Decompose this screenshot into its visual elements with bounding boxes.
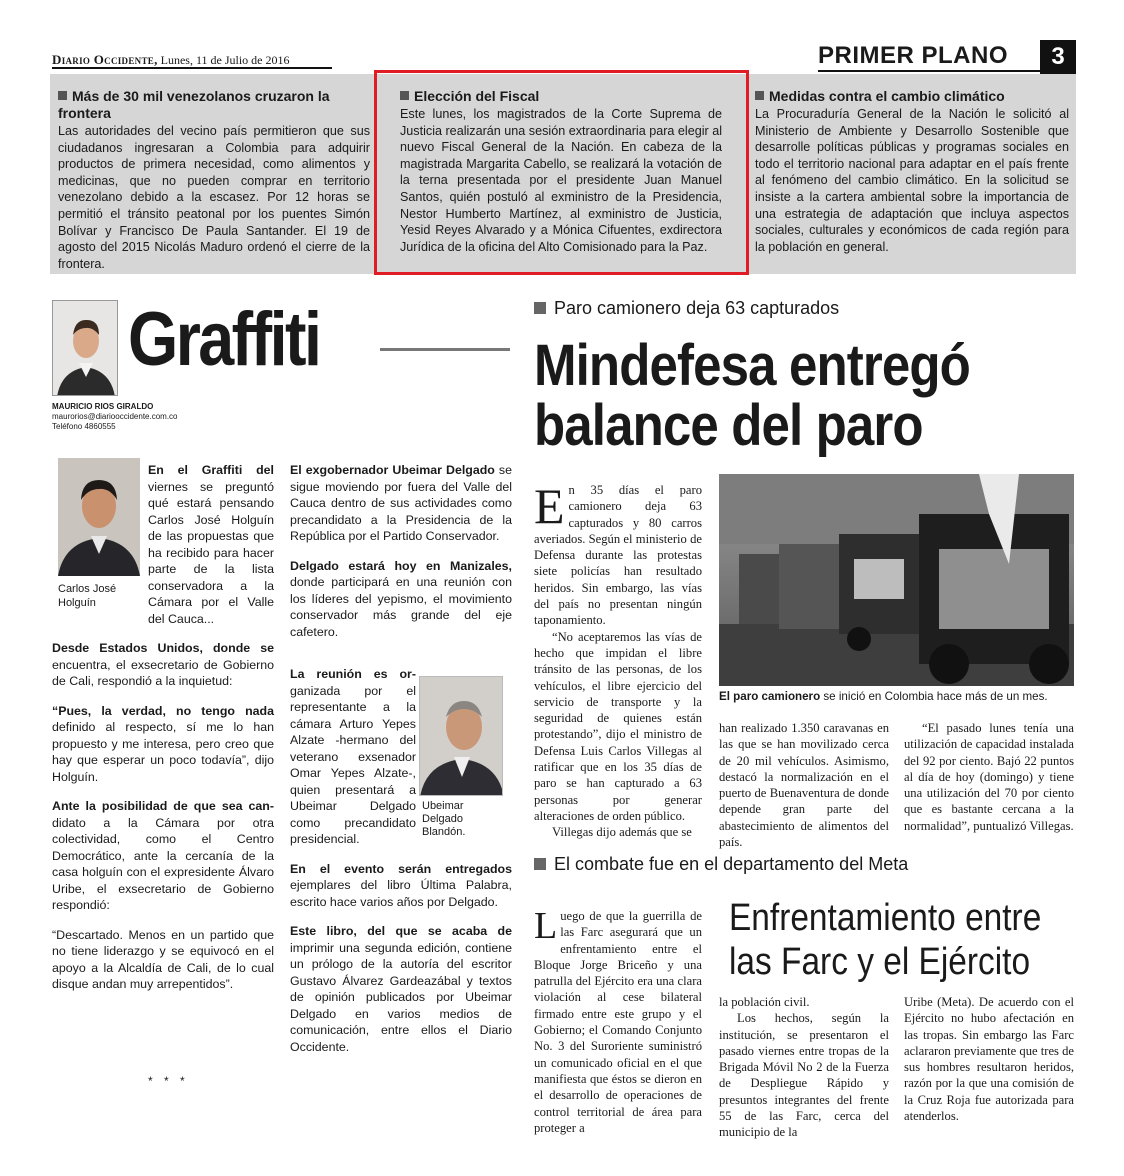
brief-text: Las autoridades del vecino país permitieron que sus ciudadanos ingresaran a Colombia para adquirir productos de primera necesidad, como alimentos y medicinas, que no pueden comprar en territorio venezolano debido a la escasez. Por 12 horas se permitió el tránsito peatonal por los puentes Simón Bolívar y Francisco De Paula Santander. El 19 de agosto del 2015 Nicolás Maduro ordenó el cierre de la frontera.: [58, 124, 370, 271]
holguin-photo: [58, 458, 140, 576]
paragraph: “Pues, la verdad, no tengo nada definido al respecto, sí me lo han propuesto y me interesa, pero creo que hay que esperar un poco todavía”, dijo Holguín.: [52, 703, 274, 784]
paragraph: Desde Estados Unidos, donde se encuentra, el exsecretario de Gobierno de Cali, respondió a la inquietud:: [52, 641, 274, 688]
story2-column-2: [719, 994, 889, 1141]
paragraph: Uribe (Meta). De acuerdo con el Ejército no hubo afectación en las tropas. Sin embargo las Farc aclararon previamente que tres de sus hombres resultaron heridos, razón por la que una comisión de la Cruz Roja fue autorizada para atenderlos.: [904, 995, 1074, 1124]
paragraph: “No aceptaremos las vías de hecho que impidan el libre tránsito de las personas, de los vehículos, el libre ejercicio del servicio de transporte y la seguridad de quienes están protestando”, dijo el ministro de Defensa Luis Carlos Villegas al ratificar que en los 35 días de paro se han capturado a 63 personas por generar alteraciones de orden público.: [534, 629, 702, 823]
author-name: MAURICIO RIOS GIRALDO: [52, 402, 154, 411]
author-email: maurorios@diariooccidente.com.co: [52, 412, 178, 421]
paragraph: “El pasado lunes tenía una utilización de capacidad instalada del 92 por ciento. Bajó 22 puntos al día de hoy (domingo) y tiene una utilización del 70 por ciento que es bastante cercana a la normalidad”, puntualizó Villegas.: [904, 721, 1074, 833]
section-title: PRIMER PLANO: [818, 42, 1009, 69]
delgado-photo: [419, 676, 503, 796]
paragraph: El exgobernador Ubeimar Delgado se sigue moviendo por fuera del Valle del Cauca dentro de sus actividades como precandidato a la Presidencia de la República por el Partido Conservador.: [290, 463, 512, 543]
story1-column-2: [719, 720, 889, 850]
brief-text: La Procuraduría General de la Nación le solicitó al Ministerio de Ambiente y Desarrollo Sostenible que desarrolle políticas públicas y programas sociales en todo el territorio nacional para adaptar en el país frente al fenómeno del cambio climático. En la solicitud se insiste a la cartera ambiental sobre la importancia de una estrategia de adaptación que incluya aspectos sociales, culturales y económicos de cada región para la población en general.: [755, 107, 1069, 254]
drop-cap: E: [534, 478, 565, 534]
paragraph: la población civil.: [719, 995, 810, 1009]
paragraph: Este libro, del que se acaba de imprimir una segunda edición, contiene un prólogo de la autoría del escritor Gustavo Álvarez Gardeazábal y textos de opinión publicados por Ubeimar Delgado en varios medios de comunicación, entre ellos el Diario Occidente.: [290, 924, 512, 1054]
paragraph: En el Graffiti del viernes se preguntó qué estará pensando Carlos José Holguín de las propuestas que ha recibido para hacer parte de la lista conservadora a la Cámara por el Valle del Cauca...: [148, 463, 274, 626]
columnist-photo: [52, 300, 118, 396]
author-phone: Teléfono 4860555: [52, 422, 116, 431]
paragraph: La reunión es or-ganizada por el representante a la cámara Arturo Yepes Alzate -hermano del veterano exsenador Omar Yepes Alzate-, quien presentará a Ubeimar Delgado como precandidato presidencial.: [290, 667, 416, 846]
section-divider: [818, 70, 1076, 72]
brief-venezolanos: [58, 88, 370, 272]
square-bullet-icon: [58, 91, 67, 100]
truck-photo: [719, 474, 1074, 686]
paragraph: Delgado estará hoy en Manizales, donde participará en una reunión con los líderes del yepismo, el movimiento conservador más grande del eje cafetero.: [290, 558, 512, 639]
story1-kicker: Paro camionero deja 63 capturados: [534, 298, 839, 319]
brief-title: Elección del Fiscal: [400, 88, 722, 105]
newspaper-name: Diario Occidente,: [52, 52, 158, 67]
story2-kicker: El combate fue en el departamento del Meta: [534, 854, 908, 875]
author-block: [52, 402, 178, 432]
holguin-caption: Carlos José Holguín: [58, 583, 117, 609]
paragraph: En el evento serán entregados ejemplares del libro Última Palabra, escrito hace varios años por Delgado.: [290, 861, 512, 909]
square-bullet-icon: [534, 858, 546, 870]
separator-stars: * * *: [148, 1074, 189, 1088]
drop-cap: L: [534, 905, 558, 947]
story1-column-3: [904, 720, 1074, 834]
page-number: 3: [1040, 40, 1076, 74]
square-bullet-icon: [755, 91, 764, 100]
title-rule: [380, 348, 510, 351]
brief-title: Medidas contra el cambio climático: [755, 88, 1069, 105]
story2-column-3: [904, 994, 1074, 1124]
brief-text: Este lunes, los magistrados de la Corte Suprema de Justicia realizarán una sesión extraordinaria para elegir al nuevo Fiscal General de la Nación. En cabeza de la magistrada Margarita Cabello, se realizará la votación de la terna presentada por el presidente Juan Manuel Santos, quién postuló al exministro de la Presidencia, Nestor Humberto Martínez, al exministro de Justicia, Yesid Reyes Alvarado y a Mónica Cifuentes, exdirectora Jurídica de la oficina del Alto Comisionado para la Paz.: [400, 107, 723, 254]
story2-headline: Enfrentamiento entre las Farc y el Ejército: [729, 897, 1042, 983]
masthead-divider: [52, 67, 332, 69]
delgado-caption: Ubeimar Delgado Blandón.: [422, 800, 466, 838]
story2-column-1: [534, 905, 702, 1136]
brief-title: Más de 30 mil venezolanos cruzaron la frontera: [58, 88, 330, 121]
issue-date: Lunes, 11 de Julio de 2016: [160, 53, 290, 67]
paragraph: Luego de que la guerrilla de las Farc asegurará que un enfrentamiento entre el Bloque Jorge Briceño y una patrulla del Ejército era una clara violación al cese bilateral firmado entre este grupo y el Gobierno; el Comando Conjunto No. 3 del Suroriente suministró un comunicado oficial en el que manifiesta que éstos se dieron en el desarrollo de operaciones de control territorial de área para proteger a: [534, 905, 702, 1135]
paragraph: En 35 días el paro camionero deja 63 capturados y 80 carros averiados. Según el ministerio de Defensa durante las protestas siete policías han resultado heridos. Sin embargo, las vías del país no presentan ningún taponamiento.: [534, 478, 702, 628]
highlight-box: [374, 70, 749, 275]
story1-headline: Mindefesa entregó balance del paro: [534, 333, 970, 458]
paragraph: “Descartado. Menos en un partido que no tiene liderazgo y se equivocó en el apoyo a la Alcaldía de Cali, de lo cual disque andan muy arrepentidos”.: [52, 927, 274, 991]
paragraph: han realizado 1.350 caravanas en las que se han movilizado cerca de 20 mil vehículos. Asimismo, destacó la normalización en el puerto de Buenaventura de donde depende gran parte del abastecimiento de alimentos del país.: [719, 721, 889, 850]
paragraph: Los hechos, según la institución, se presentaron el pasado viernes entre tropas de la Brigada Móvil No 2 de la Fuerza de Despliegue Rápido y presuntos integrantes del frente 55 de las Farc, cerca del municipio de la: [719, 1011, 889, 1140]
square-bullet-icon: [534, 302, 546, 314]
truck-photo-caption: El paro camionero se inició en Colombia hace más de un mes.: [719, 690, 1048, 703]
paragraph: Ante la posibilidad de que sea can-didato a la Cámara por otra colectividad, como el Centro Democrático, ante la cercanía de la casa holguín con el expresidente Álvaro Uribe, el exsecretario de Gobierno respondió:: [52, 799, 274, 912]
paragraph: Villegas dijo además que se: [552, 825, 692, 840]
brief-cambio-climatico: [755, 88, 1069, 255]
column-title: Graffiti: [128, 297, 320, 382]
story1-column-1: [534, 478, 702, 841]
masthead: [52, 52, 290, 68]
